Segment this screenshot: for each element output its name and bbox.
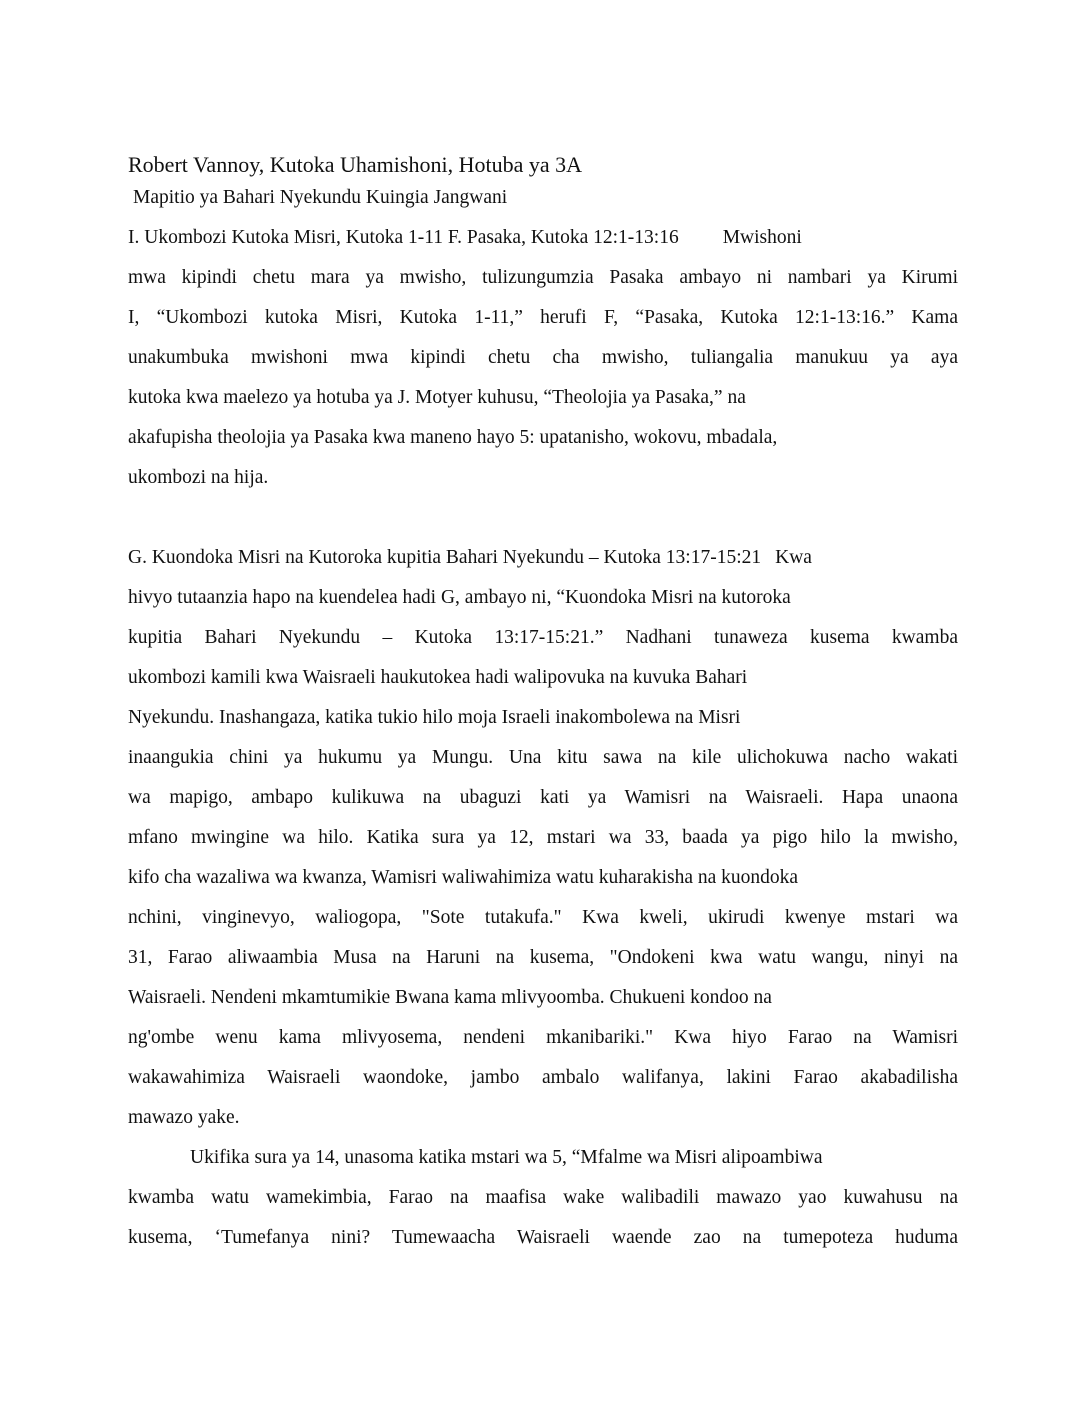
document-subtitle: Mapitio ya Bahari Nyekundu Kuingia Jangwani xyxy=(133,187,508,208)
paragraph-line: ukombozi kamili kwa Waisraeli haukutokea hadi walipovuka na kuvuka Bahari xyxy=(128,667,748,688)
paragraph-line: kutoka kwa maelezo ya hotuba ya J. Motyer kuhusu, “Theolojia ya Pasaka,” na xyxy=(128,387,746,408)
paragraph-line: kwamba watu wamekimbia, Farao na maafisa wake walibadili mawazo yao kuwahusu na xyxy=(128,1187,958,1208)
paragraph-line: ukombozi na hija. xyxy=(128,467,269,488)
document-body xyxy=(128,218,958,1258)
section-heading: I. Ukombozi Kutoka Misri, Kutoka 1-11 F. Pasaka, Kutoka 12:1-13:16 xyxy=(128,227,679,248)
paragraph-line: Kwa xyxy=(775,547,812,568)
paragraph-line: mawazo yake. xyxy=(128,1107,240,1128)
paragraph-line: kifo cha wazaliwa wa kwanza, Wamisri waliwahimiza watu kuharakisha na kuondoka xyxy=(128,867,799,888)
document-title: Robert Vannoy, Kutoka Uhamishoni, Hotuba ya 3A xyxy=(128,152,582,177)
document-page xyxy=(128,150,958,1258)
paragraph-line: kupitia Bahari Nyekundu – Kutoka 13:17-15:21.” Nadhani tunaweza kusema kwamba xyxy=(128,627,958,648)
section-heading-line xyxy=(128,538,958,578)
paragraph-line: Mwishoni xyxy=(722,227,802,248)
paragraph-line: I, “Ukombozi kutoka Misri, Kutoka 1-11,” herufi F, “Pasaka, Kutoka 12:1-13:16.” Kama xyxy=(128,307,958,328)
section-heading: G. Kuondoka Misri na Kutoroka kupitia Bahari Nyekundu – Kutoka 13:17-15:21 xyxy=(128,547,762,568)
paragraph-line: nchini, vinginevyo, waliogopa, "Sote tutakufa." Kwa kweli, ukirudi kwenye mstari wa xyxy=(128,907,958,928)
paragraph-line: inaangukia chini ya hukumu ya Mungu. Una kitu sawa na kile ulichokuwa nacho wakati xyxy=(128,747,958,768)
paragraph-line: kusema, ‘Tumefanya nini? Tumewaacha Waisraeli waende zao na tumepoteza huduma xyxy=(128,1227,958,1248)
paragraph-line: unakumbuka mwishoni mwa kipindi chetu cha mwisho, tuliangalia manukuu ya aya xyxy=(128,347,958,368)
paragraph-line: mwa kipindi chetu mara ya mwisho, tulizungumzia Pasaka ambayo ni nambari ya Kirumi xyxy=(128,267,958,288)
paragraph-line: ng'ombe wenu kama mlivyosema, nendeni mkanibariki." Kwa hiyo Farao na Wamisri xyxy=(128,1027,958,1048)
paragraph-line: Ukifika sura ya 14, unasoma katika mstari wa 5, “Mfalme wa Misri alipoambiwa xyxy=(190,1147,823,1168)
paragraph-line: hivyo tutaanzia hapo na kuendelea hadi G, ambayo ni, “Kuondoka Misri na kutoroka xyxy=(128,587,791,608)
paragraph-line: wa mapigo, ambapo kulikuwa na ubaguzi kati ya Wamisri na Waisraeli. Hapa unaona xyxy=(128,787,958,808)
section-heading-line xyxy=(128,218,958,258)
paragraph-line: Waisraeli. Nendeni mkamtumikie Bwana kama mlivyoomba. Chukueni kondoo na xyxy=(128,987,772,1008)
paragraph-line: Nyekundu. Inashangaza, katika tukio hilo moja Israeli inakombolewa na Misri xyxy=(128,707,741,728)
paragraph-line: 31, Farao aliwaambia Musa na Haruni na kusema, "Ondokeni kwa watu wangu, ninyi na xyxy=(128,947,958,968)
paragraph-line: mfano mwingine wa hilo. Katika sura ya 12, mstari wa 33, baada ya pigo hilo la mwisho, xyxy=(128,827,958,848)
paragraph-line: akafupisha theolojia ya Pasaka kwa maneno hayo 5: upatanisho, wokovu, mbadala, xyxy=(128,427,778,448)
paragraph-line: wakawahimiza Waisraeli waondoke, jambo ambalo walifanya, lakini Farao akabadilisha xyxy=(128,1067,958,1088)
paragraph-spacer xyxy=(128,498,958,538)
